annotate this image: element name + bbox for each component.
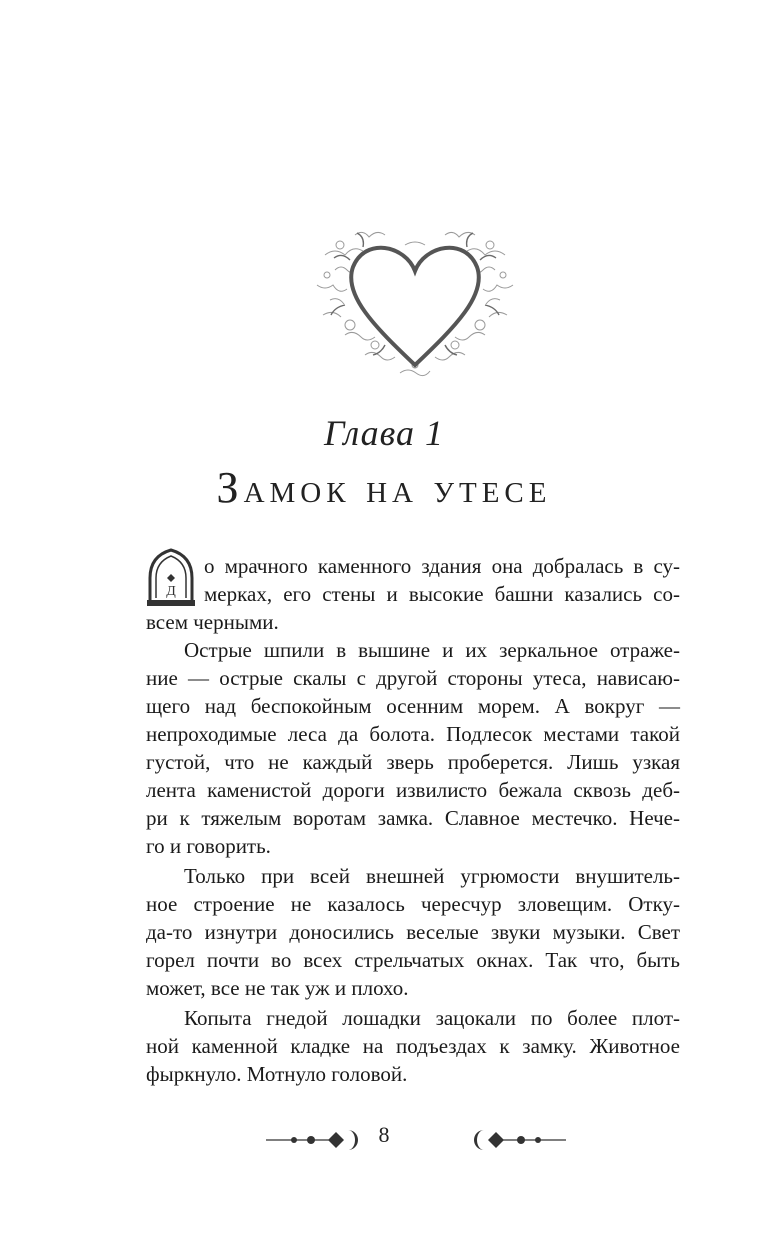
text-line: Копыта гнедой лошадки зацокали по более плот-	[184, 1006, 680, 1030]
text-line: Только при всей внешней угрюмости внушитель-	[184, 864, 680, 888]
text-line: щего над беспокойным осенним морем. А вокруг —	[146, 694, 680, 718]
text-line: горел почти во всех стрельчатых окнах. Так что, быть	[146, 948, 680, 972]
text-line: ное строение не казалось чересчур зловещим. Отку-	[146, 892, 680, 916]
drop-cap	[146, 548, 196, 608]
text-line: фыркнуло. Мотнуло головой.	[146, 1062, 408, 1086]
text-line: может, все не так уж и плохо.	[146, 976, 409, 1000]
text-line: густой, что не каждый зверь проберется. Лишь узкая	[146, 750, 680, 774]
footer-ornament-left-icon	[266, 1128, 366, 1152]
footer-ornament-right-icon	[466, 1128, 566, 1152]
text-line: мерках, его стены и высокие башни казались со-	[204, 582, 680, 606]
text-line: лента каменистой дороги извилисто бежала сквозь деб-	[146, 778, 680, 802]
text-line: всем черными.	[146, 610, 279, 634]
drop-cap-letter: Д	[166, 584, 176, 599]
heart-ornament	[305, 215, 525, 385]
text-line: о мрачного каменного здания она добралась в су-	[204, 554, 680, 578]
text-line: ри к тяжелым воротам замка. Славное местечко. Нече-	[146, 806, 680, 830]
chapter-label: Глава 1	[323, 413, 445, 453]
chapter-title-rest: амок на утесе	[243, 466, 552, 512]
text-line: ной каменной кладке на подъездах к замку. Животное	[146, 1034, 680, 1058]
text-line: го и говорить.	[146, 834, 271, 858]
chapter-title	[0, 462, 768, 513]
text-line: ние — острые скалы с другой стороны утеса, нависаю-	[146, 666, 680, 690]
page-number: 8	[378, 1122, 390, 1147]
text-line: непроходимые леса да болота. Подлесок местами такой	[146, 722, 680, 746]
text-line: да-то изнутри доносились веселые звуки музыки. Свет	[146, 920, 680, 944]
text-line: Острые шпили в вышине и их зеркальное отраже-	[184, 638, 680, 662]
chapter-title-capital: З	[216, 463, 244, 512]
